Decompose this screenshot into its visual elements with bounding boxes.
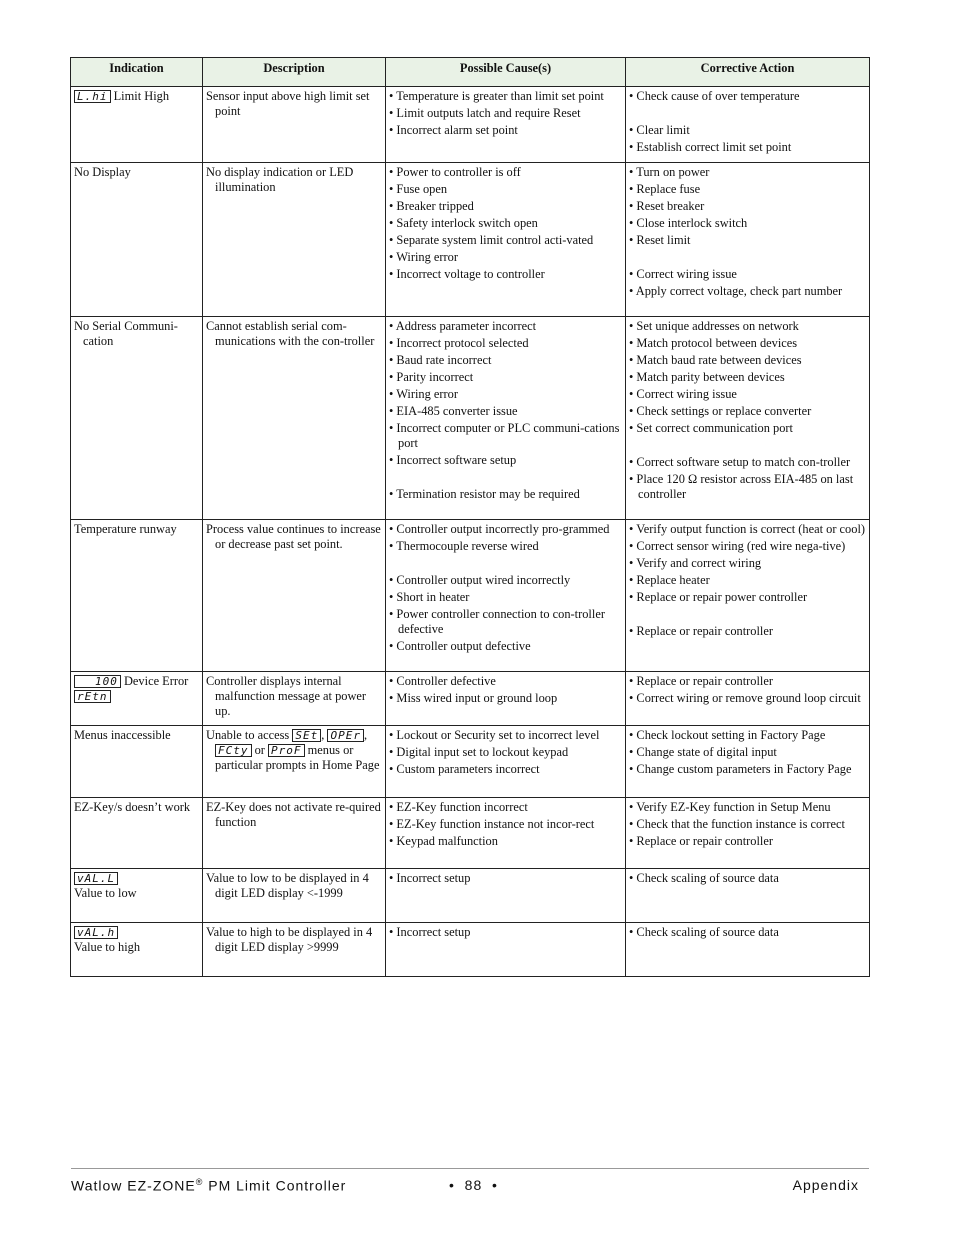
table-row [71,869,870,923]
action-item: • Match baud rate between devices [629,353,802,367]
header-row [71,58,870,87]
cause-item: • Safety interlock switch open [389,216,538,230]
cause-item: • Custom parameters incorrect [389,762,540,776]
table-row [71,520,870,672]
cause-item: • Parity incorrect [389,370,474,384]
description-part: menus or particular prompts in Home Page [215,743,380,772]
display-code: 100 [74,675,121,688]
action-item: • Close interlock switch [629,216,748,230]
description-part: or [254,743,265,757]
actions-list [629,925,866,940]
action-item: • Replace heater [629,573,710,587]
footer-product-suffix: PM Limit Controller [203,1177,347,1194]
table-row [71,923,870,977]
actions-cell [626,869,870,923]
cause-item [389,556,622,571]
description-text [206,728,382,773]
page-footer [71,1168,869,1194]
cause-item: • Incorrect alarm set point [389,123,518,137]
indication-cell [71,798,203,869]
description-cell [203,163,386,317]
actions-list [629,871,866,886]
indication-label: EZ-Key/s doesn’t work [74,800,191,814]
table-row [71,672,870,726]
cause-item: • Digital input set to lockout keypad [389,745,569,759]
causes-list [389,89,622,138]
action-item: • Verify output function is correct (heat or cool) [629,522,866,536]
action-item: • Turn on power [629,165,710,179]
action-item: • Reset breaker [629,199,705,213]
action-item: • Replace fuse [629,182,701,196]
causes-list [389,522,622,654]
indication-label: Limit High [113,89,170,103]
indication-cell [71,520,203,672]
header-causes: Possible Cause(s) [386,58,626,87]
causes-cell [386,923,626,977]
description-cell [203,726,386,798]
indication-label: Device Error [123,674,189,688]
cause-item: • Fuse open [389,182,448,196]
page-number: • 88 • [449,1177,498,1193]
cause-item: • Limit outputs latch and require Reset [389,106,581,120]
indication-cell [71,923,203,977]
action-item: • Replace or repair controller [629,624,774,638]
cause-item: • Incorrect protocol selected [389,336,529,350]
description-part: Unable to access [206,728,290,742]
table-row [71,798,870,869]
causes-list [389,800,622,849]
action-item: • Correct software setup to match con-troller [629,455,851,469]
display-code: vAL.h [74,926,118,939]
description-text: Value to high to be displayed in 4 digit LED display >9999 [206,925,373,954]
action-item: • Reset limit [629,233,691,247]
action-item: • Apply correct voltage, check part number [629,284,843,298]
footer-product [71,1177,346,1194]
cause-item: • Termination resistor may be required [389,487,580,501]
header-actions: Corrective Action [626,58,870,87]
cause-item: • Short in heater [389,590,470,604]
actions-cell [626,317,870,520]
action-item: • Correct wiring or remove ground loop circuit [629,691,861,705]
actions-list [629,522,866,639]
causes-list [389,319,622,502]
action-item: • Place 120 Ω resistor across EIA-485 on last controller [629,472,854,501]
cause-item: • Lockout or Security set to incorrect level [389,728,600,742]
cause-item: • Incorrect voltage to controller [389,267,545,281]
description-part: , [321,728,325,742]
cause-item: • EZ-Key function instance not incor-rect [389,817,595,831]
menu-code-set: SEt [292,729,321,742]
actions-cell [626,798,870,869]
description-text: EZ-Key does not activate re-quired function [206,800,381,829]
action-item: • Establish correct limit set point [629,140,792,154]
indication-cell [71,163,203,317]
causes-list [389,165,622,282]
cause-item: • Address parameter incorrect [389,319,537,333]
troubleshooting-table [70,57,870,977]
menu-code-oper: OPEr [327,729,364,742]
cause-item: • EIA-485 converter issue [389,404,518,418]
description-cell [203,87,386,163]
cause-item: • Wiring error [389,250,458,264]
action-item: • Change custom parameters in Factory Page [629,762,852,776]
actions-list [629,319,866,502]
indication-label: Temperature runway [74,522,177,536]
table-row [71,317,870,520]
cause-item [389,470,622,485]
actions-cell [626,87,870,163]
indication-label: Menus inaccessible [74,728,171,742]
causes-list [389,925,622,940]
actions-cell [626,726,870,798]
description-cell [203,798,386,869]
action-item [629,607,866,622]
cause-item: • Incorrect computer or PLC communi-cations port [389,421,620,450]
cause-item: • Miss wired input or ground loop [389,691,558,705]
causes-list [389,674,622,706]
action-item: • Check settings or replace converter [629,404,812,418]
description-text: Controller displays internal malfunction message at power up. [206,674,367,718]
action-item: • Check lockout setting in Factory Page [629,728,826,742]
cause-item: • Power to controller is off [389,165,521,179]
description-text: Process value continues to increase or decrease past set point. [206,522,381,551]
actions-cell [626,672,870,726]
action-item [629,106,866,121]
action-item: • Verify and correct wiring [629,556,762,570]
action-item: • Correct wiring issue [629,267,737,281]
action-item: • Match protocol between devices [629,336,798,350]
cause-item: • EZ-Key function incorrect [389,800,528,814]
cause-item: • Incorrect setup [389,925,471,939]
description-text: Sensor input above high limit set point [206,89,370,118]
action-item: • Set correct communication port [629,421,793,435]
indication-label: No Display [74,165,131,179]
cause-item: • Temperature is greater than limit set point [389,89,604,103]
action-item: • Check cause of over temperature [629,89,800,103]
cause-item: • Breaker tripped [389,199,474,213]
action-item: • Verify EZ-Key function in Setup Menu [629,800,831,814]
cause-item: • Incorrect setup [389,871,471,885]
cause-item: • Baud rate incorrect [389,353,492,367]
description-cell [203,520,386,672]
action-item [629,438,866,453]
footer-section: Appendix [792,1177,859,1193]
action-item: • Replace or repair controller [629,834,774,848]
indication-cell [71,726,203,798]
causes-cell [386,798,626,869]
action-item: • Correct wiring issue [629,387,737,401]
causes-cell [386,726,626,798]
indication-cell [71,672,203,726]
actions-list [629,800,866,849]
table-row [71,87,870,163]
table-row [71,726,870,798]
table-row [71,163,870,317]
description-cell [203,923,386,977]
description-cell [203,672,386,726]
cause-item: • Power controller connection to con-troller defective [389,607,605,636]
action-item: • Check scaling of source data [629,925,779,939]
actions-list [629,165,866,299]
causes-cell [386,869,626,923]
action-item: • Check scaling of source data [629,871,779,885]
cause-item: • Incorrect software setup [389,453,517,467]
causes-cell [386,317,626,520]
description-cell [203,869,386,923]
action-item: • Clear limit [629,123,690,137]
actions-cell [626,520,870,672]
cause-item: • Wiring error [389,387,458,401]
description-part: , [363,728,368,742]
menu-code-prof: ProF [268,744,305,757]
header-description: Description [203,58,386,87]
description-text: Cannot establish serial com-munications with the con-troller [206,319,375,348]
action-item: • Match parity between devices [629,370,785,384]
indication-label: No Serial Communi-cation [74,319,178,348]
display-code: L.hi [74,90,111,103]
cause-item: • Keypad malfunction [389,834,498,848]
menu-code-fcty: FCty [215,744,252,757]
registered-mark: ® [195,1177,204,1187]
cause-item: • Separate system limit control acti-vated [389,233,594,247]
actions-cell [626,163,870,317]
indication-cell [71,869,203,923]
causes-cell [386,87,626,163]
action-item: • Replace or repair power controller [629,590,808,604]
cause-item: • Controller output wired incorrectly [389,573,571,587]
action-item [629,250,866,265]
action-item: • Check that the function instance is correct [629,817,845,831]
footer-product-name: Watlow EZ-ZONE [71,1177,196,1194]
cause-item: • Thermocouple reverse wired [389,539,539,553]
action-item: • Correct sensor wiring (red wire nega-tive) [629,539,846,553]
causes-cell [386,520,626,672]
action-item: • Change state of digital input [629,745,777,759]
actions-cell [626,923,870,977]
causes-list [389,871,622,886]
indication-label: Value to low [74,886,137,900]
description-text: No display indication or LED illumination [206,165,354,194]
indication-cell [71,87,203,163]
actions-list [629,728,866,777]
indication-label: Value to high [74,940,141,954]
description-text: Value to low to be displayed in 4 digit LED display <-1999 [206,871,369,900]
indication-cell [71,317,203,520]
actions-list [629,674,866,706]
header-indication: Indication [71,58,203,87]
cause-item: • Controller defective [389,674,496,688]
causes-list [389,728,622,777]
cause-item: • Controller output defective [389,639,531,653]
actions-list [629,89,866,155]
display-code: rEtn [74,690,111,703]
description-cell [203,317,386,520]
causes-cell [386,163,626,317]
cause-item: • Controller output incorrectly pro-grammed [389,522,610,536]
display-code: vAL.L [74,872,118,885]
action-item: • Set unique addresses on network [629,319,799,333]
causes-cell [386,672,626,726]
action-item: • Replace or repair controller [629,674,774,688]
